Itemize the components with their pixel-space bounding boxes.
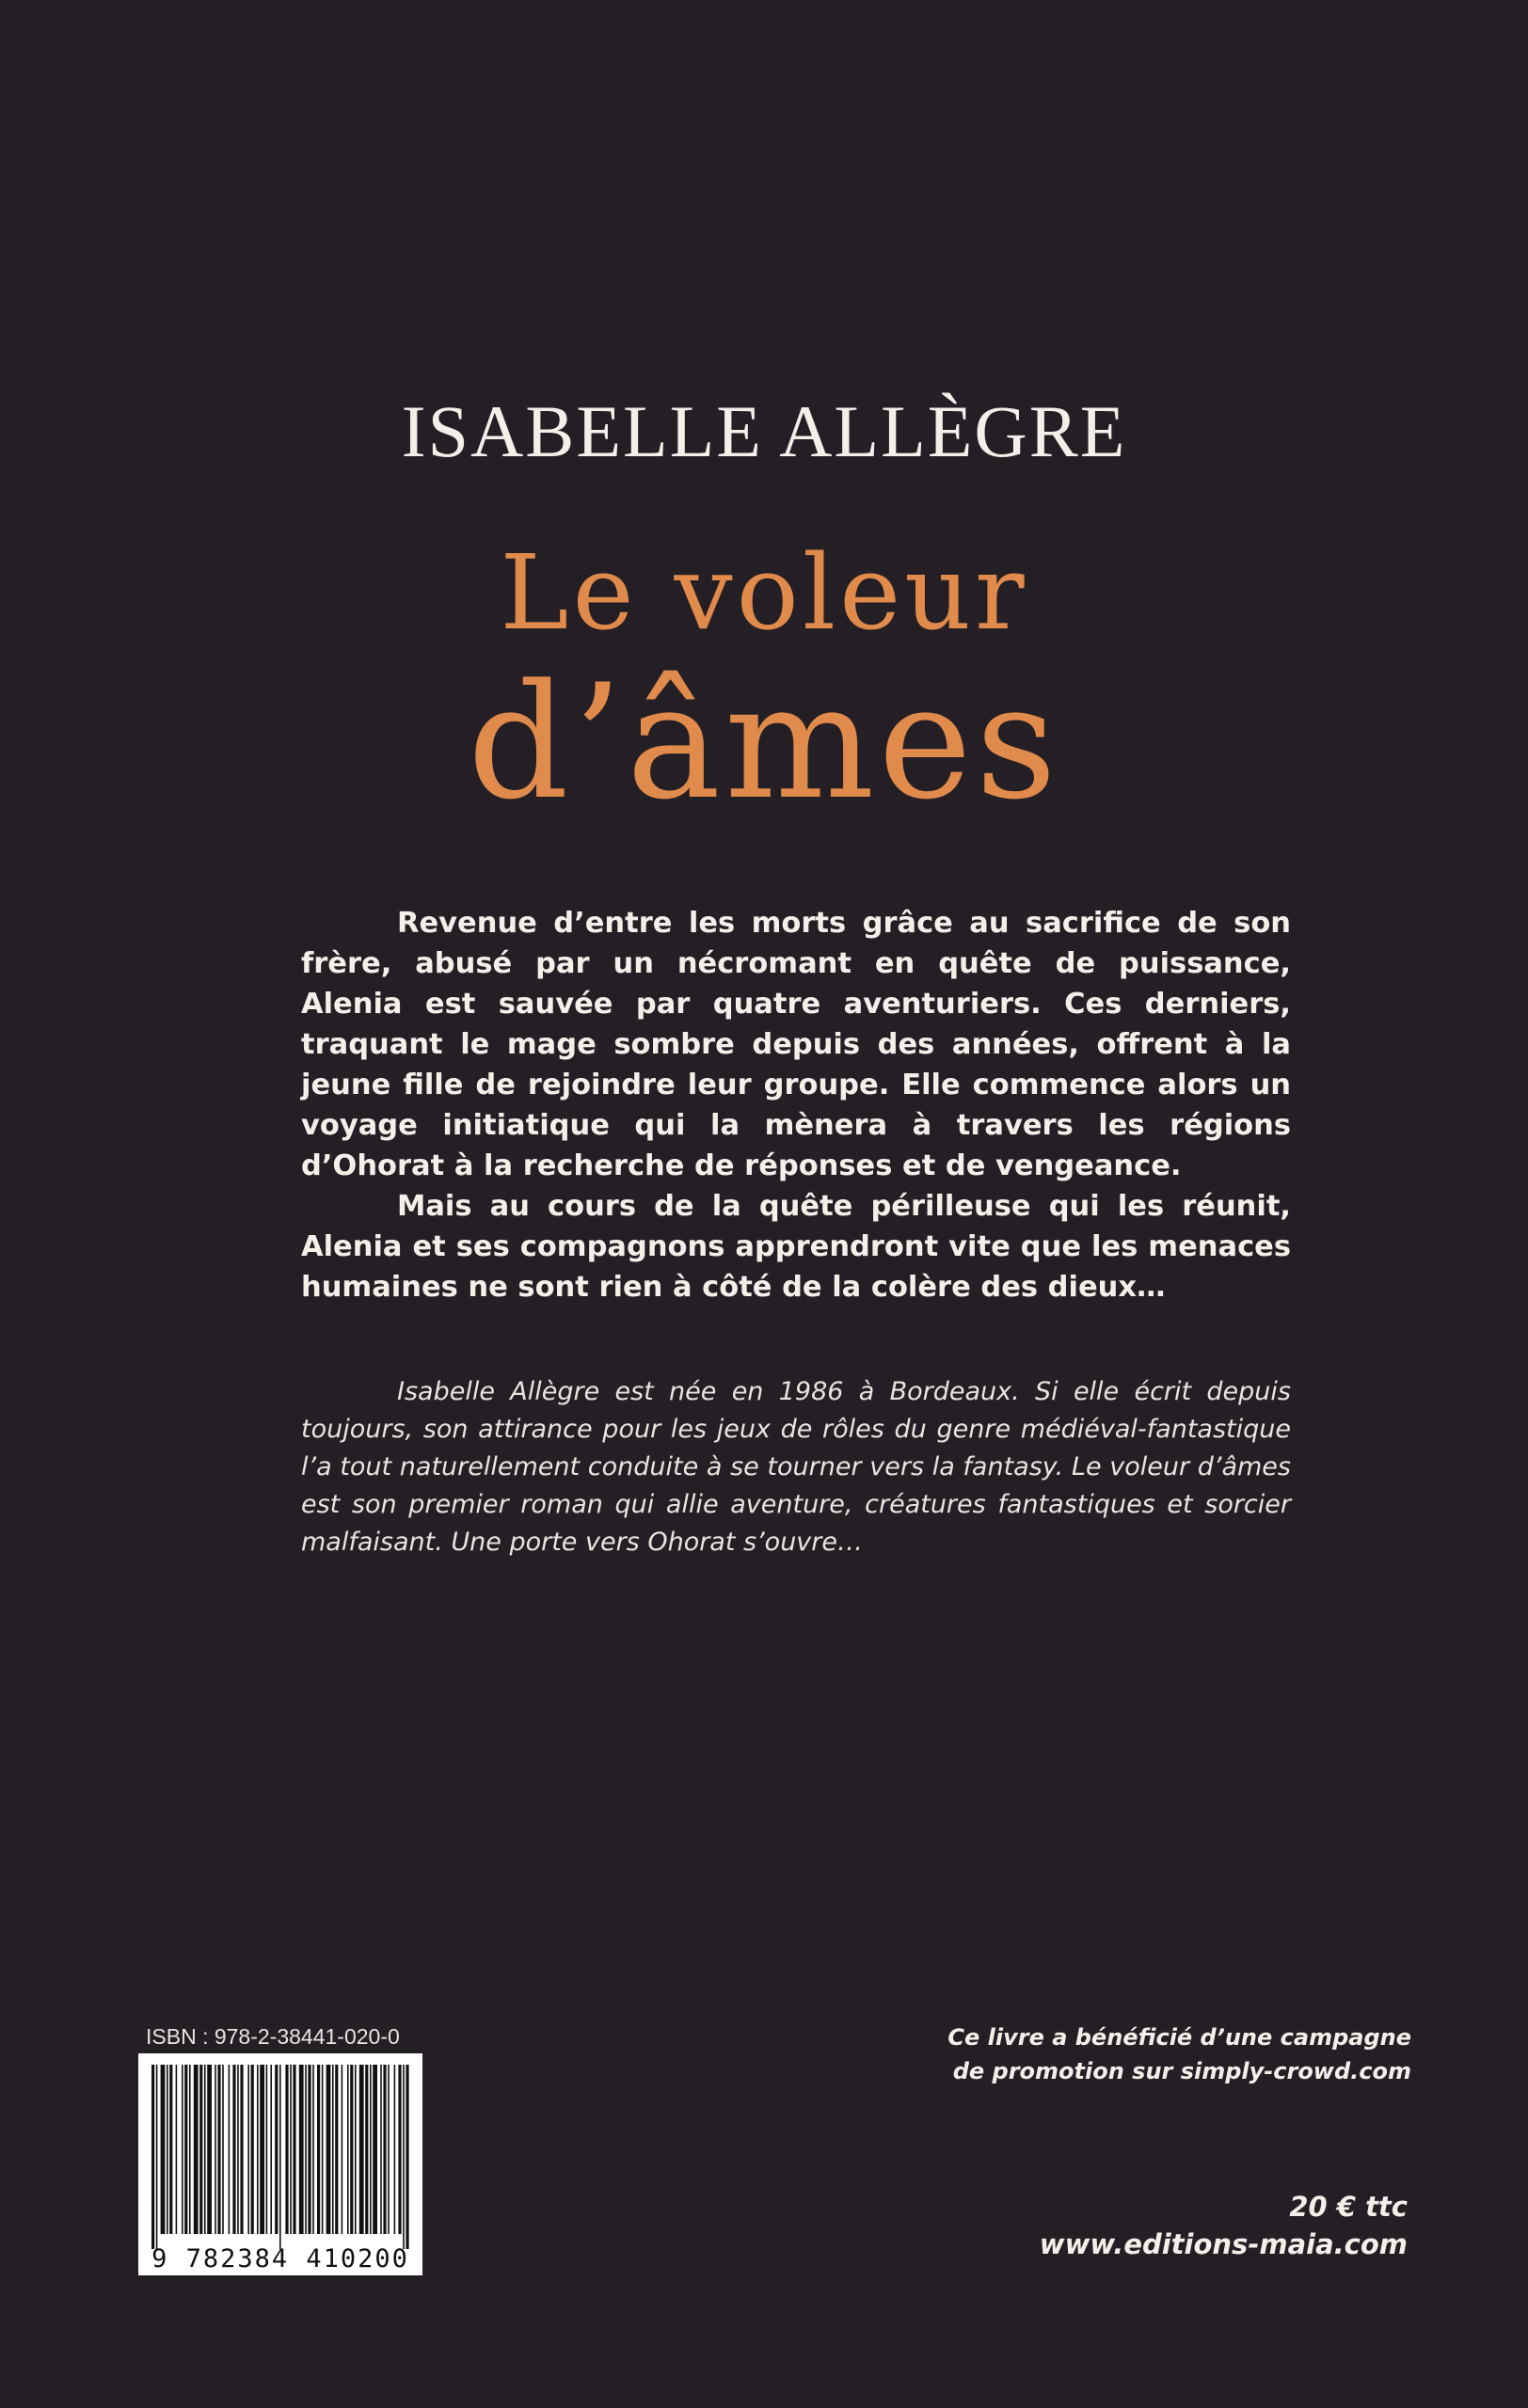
barcode-bar — [388, 2065, 390, 2234]
barcode-bar — [204, 2065, 206, 2234]
publisher-website[interactable]: www.editions-maia.com — [1039, 2228, 1408, 2260]
barcode-bar — [217, 2065, 220, 2234]
barcode-bar — [275, 2065, 278, 2234]
barcode-bar — [305, 2065, 307, 2234]
barcode-bar — [355, 2065, 357, 2234]
barcode-bar — [151, 2065, 154, 2249]
barcode-bar — [293, 2065, 295, 2234]
barcode-digits: 9 782384 410200 — [151, 2244, 409, 2273]
barcode-bar — [194, 2065, 199, 2234]
author-name: ISABELLE ALLÈGRE — [401, 390, 1127, 472]
barcode-bar — [189, 2065, 191, 2234]
promo-line-2: de promotion sur simply-crowd.com — [952, 2058, 1411, 2084]
barcode-bar — [182, 2065, 183, 2234]
isbn-label: ISBN : 978-2-38441-020-0 — [146, 2024, 400, 2049]
barcode-bar — [270, 2065, 272, 2234]
barcode-bar — [350, 2065, 353, 2234]
barcode-bar — [359, 2065, 364, 2234]
barcode-bar — [207, 2065, 212, 2234]
barcode-bar — [184, 2065, 187, 2234]
barcode-bar — [176, 2065, 178, 2234]
barcode-bars-icon — [138, 2053, 422, 2275]
book-title-line-2: d’âmes — [467, 650, 1061, 834]
barcode-bar — [342, 2065, 343, 2234]
synopsis-paragraph-1: Revenue d’entre les morts grâce au sacrifice de son frère, abusé par un nécromant en quête de puissance, Alenia est sauvée par quatre aventuriers. Ces derniers, traquant le mage sombre depuis des années, offrent à la jeune fille de rejoindre leur groupe. Elle commence alors un voyage initiatique qui la mènera à travers les régions d’Ohorat à la recherche de réponses et de vengeance. — [301, 907, 1291, 1182]
barcode-bar — [199, 2065, 202, 2234]
promo-notice — [884, 2020, 1411, 2088]
barcode-bar — [394, 2065, 396, 2234]
book-title-line-1: Le voleur — [500, 532, 1028, 653]
barcode-bar — [229, 2065, 231, 2234]
barcode-bar — [370, 2065, 372, 2234]
barcode-bar — [373, 2065, 377, 2234]
barcode-bar — [169, 2065, 172, 2234]
barcode-bar — [237, 2065, 239, 2234]
barcode-bar — [406, 2065, 408, 2249]
barcode-bar — [322, 2065, 324, 2234]
barcode-bar — [222, 2065, 224, 2234]
barcode-bar — [317, 2065, 320, 2234]
barcode-bar — [161, 2065, 166, 2234]
barcode-bar — [232, 2065, 235, 2234]
barcode-bar — [380, 2065, 382, 2234]
barcode — [138, 2053, 422, 2275]
barcode-bar — [240, 2065, 243, 2234]
price-block — [1040, 2188, 1408, 2263]
barcode-bar — [299, 2065, 304, 2234]
author-bio — [301, 1373, 1291, 1561]
barcode-bar — [326, 2065, 331, 2234]
barcode-bar — [167, 2065, 168, 2234]
barcode-bar — [290, 2065, 292, 2234]
barcode-bar — [335, 2065, 338, 2234]
barcode-bar — [347, 2065, 349, 2234]
barcode-bar — [312, 2065, 314, 2234]
synopsis — [301, 903, 1291, 1307]
barcode-bar — [257, 2065, 259, 2234]
barcode-bar — [251, 2065, 254, 2234]
synopsis-paragraph-2: Mais au cours de la quête périlleuse qui les réunit, Alenia et ses compagnons apprendront vite que les menaces humaines ne sont rien à côté de la colère des dieux… — [301, 1190, 1291, 1304]
promo-line-1: Ce livre a bénéficié d’une campagne — [947, 2024, 1411, 2051]
barcode-bar — [279, 2065, 281, 2249]
barcode-bar — [285, 2065, 288, 2234]
barcode-bar — [215, 2065, 216, 2234]
barcode-bar — [266, 2065, 268, 2234]
barcode-bar — [398, 2065, 401, 2234]
barcode-bar — [260, 2065, 264, 2234]
barcode-bar — [156, 2065, 158, 2249]
barcode-bar — [247, 2065, 249, 2234]
barcode-bar — [365, 2065, 368, 2234]
price: 20 € ttc — [1289, 2191, 1408, 2223]
barcode-bar — [308, 2065, 310, 2234]
barcode-bar — [383, 2065, 386, 2234]
author-bio-text: Isabelle Allègre est née en 1986 à Bordeaux. Si elle écrit depuis toujours, son attirance pour les jeux de rôles du genre médiéval-fantastique l’a tout naturellement conduite à se tourner vers la fantasy. Le voleur d’âmes est son premier roman qui allie aventure, créatures fantastiques et sorcier malfaisant. Une porte vers Ohorat s’ouvre… — [301, 1377, 1291, 1557]
barcode-bar — [403, 2065, 405, 2249]
barcode-bar — [332, 2065, 334, 2234]
